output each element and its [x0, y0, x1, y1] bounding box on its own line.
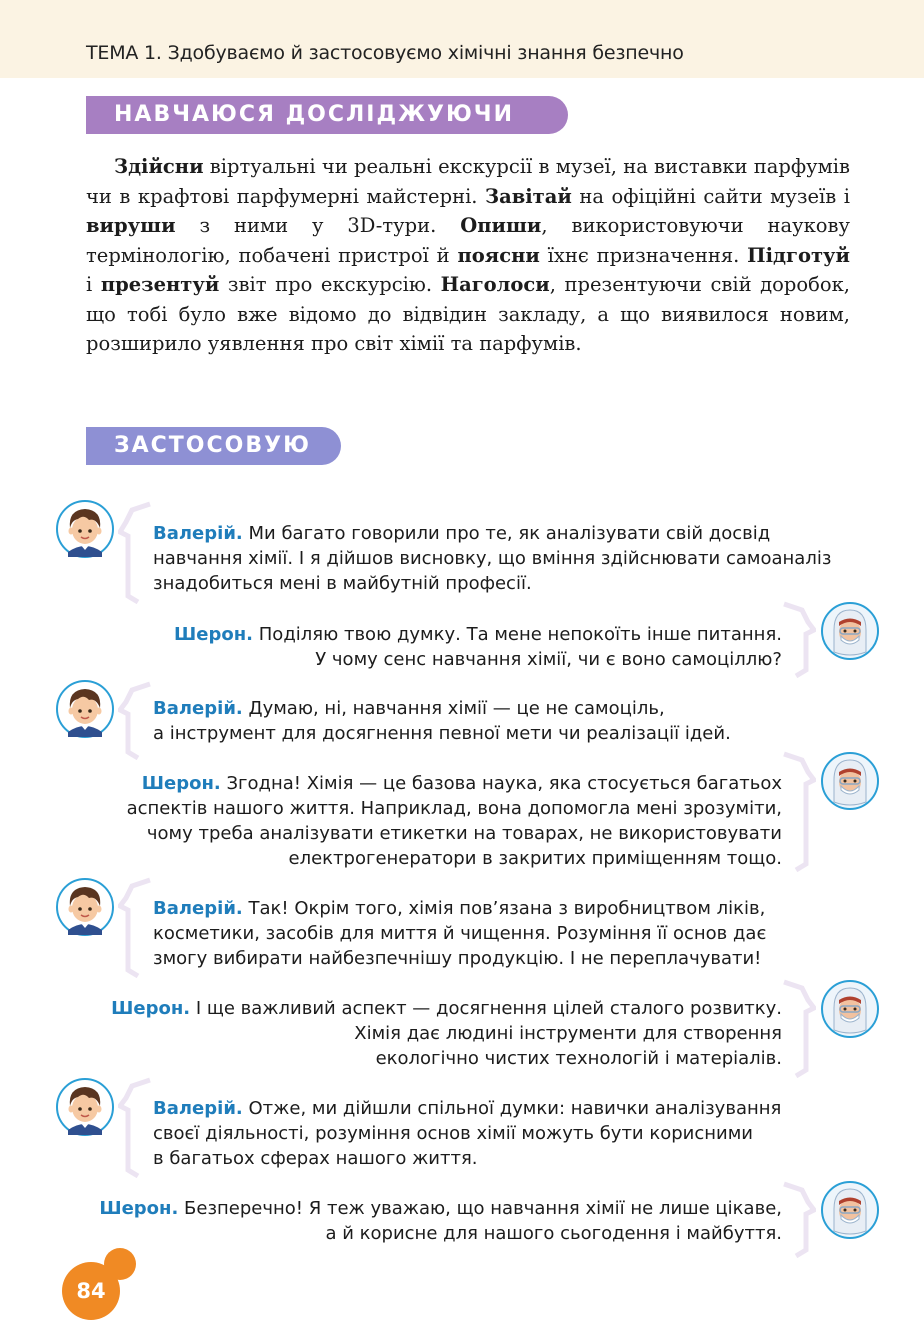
speech-bracket — [118, 1076, 158, 1178]
speaker-name: Валерій. — [153, 523, 243, 544]
valeriy-line: навчання хімії. І я дійшов висновку, що вміння здійснювати самоаналіз — [153, 548, 832, 569]
valeriy-avatar — [56, 878, 114, 936]
valeriy-line: в багатьох сферах нашого життя. — [153, 1148, 478, 1169]
sharon-avatar — [821, 602, 879, 660]
task-paragraph: Здійсни віртуальні чи реальні екскурсії в музеї, на виставки парфумів чи в крафтові парфумерні майстерні. Завітай на офіційні сайти музеїв і вируши з ними у 3D-тури. Опиши, використовуючи наукову термінологію, побачені пристрої й поясни їхнє призначення. Підготуй і презентуй звіт про екскурсію. Наголоси, презентуючи свій доробок, що тобі було вже відомо до відвідин закладу, а що виявилося новим, розширило уявлення про світ хімії та парфумів. — [86, 155, 850, 355]
valeriy-avatar — [56, 680, 114, 738]
speaker-name: Шерон. — [174, 624, 254, 645]
sharon-line: Хімія дає людині інструменти для створення — [354, 1023, 782, 1044]
speaker-name: Шерон. — [99, 1198, 179, 1219]
sharon-line: Шерон. Поділяю твою думку. Та мене непокоїть інше питання. — [174, 624, 782, 645]
speech-bracket — [118, 680, 158, 760]
speaker-name: Валерій. — [153, 898, 243, 919]
section-banner-research: НАВЧАЮСЯ ДОСЛІДЖУЮЧИ — [86, 96, 568, 134]
speech-bracket — [118, 876, 158, 978]
speech-bracket — [776, 1180, 816, 1258]
sharon-line: Шерон. Згодна! Хімія — це базова наука, яка стосується багатьох — [141, 773, 782, 794]
sharon-avatar — [821, 1181, 879, 1239]
sharon-line: аспектів нашого життя. Наприклад, вона допомогла мені зрозуміти, — [126, 798, 782, 819]
sharon-line: У чому сенс навчання хімії, чи є воно самоціллю? — [315, 649, 782, 670]
sharon-line: електрогенератори в закритих приміщенням тощо. — [288, 848, 782, 869]
valeriy-line: змогу вибирати найбезпечнішу продукцію. І не переплачувати! — [153, 948, 762, 969]
valeriy-line: Валерій. Так! Окрім того, хімія пов’язана з виробництвом ліків, — [153, 898, 766, 919]
sharon-line: екологічно чистих технологій і матеріалів. — [375, 1048, 782, 1069]
valeriy-line: косметики, засобів для миття й чищення. Розуміння її основ дає — [153, 923, 767, 944]
speech-bracket — [776, 600, 816, 678]
page-number: 84 — [62, 1262, 120, 1320]
valeriy-line: а інструмент для досягнення певної мети чи реалізації ідей. — [153, 723, 731, 744]
sharon-line: чому треба аналізувати етикетки на товарах, не використовувати — [146, 823, 782, 844]
valeriy-avatar — [56, 500, 114, 558]
section-banner-apply: ЗАСТОСОВУЮ — [86, 427, 341, 465]
valeriy-line: Валерій. Думаю, ні, навчання хімії — це не самоціль, — [153, 698, 665, 719]
valeriy-line: знадобиться мені в майбутній професії. — [153, 573, 532, 594]
speaker-name: Валерій. — [153, 1098, 243, 1119]
speaker-name: Валерій. — [153, 698, 243, 719]
valeriy-avatar — [56, 1078, 114, 1136]
speech-bracket — [776, 978, 816, 1078]
sharon-line: Шерон. І ще важливий аспект — досягнення цілей сталого розвитку. — [111, 998, 782, 1019]
sharon-avatar — [821, 752, 879, 810]
speaker-name: Шерон. — [141, 773, 221, 794]
valeriy-line: Валерій. Отже, ми дійшли спільної думки: навички аналізування — [153, 1098, 782, 1119]
speech-bracket — [776, 750, 816, 872]
page-header — [0, 0, 924, 78]
sharon-line: а й корисне для нашого сьогодення і майбуття. — [325, 1223, 782, 1244]
valeriy-line: Валерій. Ми багато говорили про те, як аналізувати свій досвід — [153, 523, 771, 544]
speech-bracket — [118, 500, 158, 604]
chapter-title: ТЕМА 1. Здобуваємо й застосовуємо хімічні знання безпечно — [86, 42, 684, 64]
sharon-line: Шерон. Безперечно! Я теж уважаю, що навчання хімії не лише цікаве, — [99, 1198, 782, 1219]
speaker-name: Шерон. — [111, 998, 191, 1019]
sharon-avatar — [821, 980, 879, 1038]
valeriy-line: своєї діяльності, розуміння основ хімії можуть бути корисними — [153, 1123, 754, 1144]
